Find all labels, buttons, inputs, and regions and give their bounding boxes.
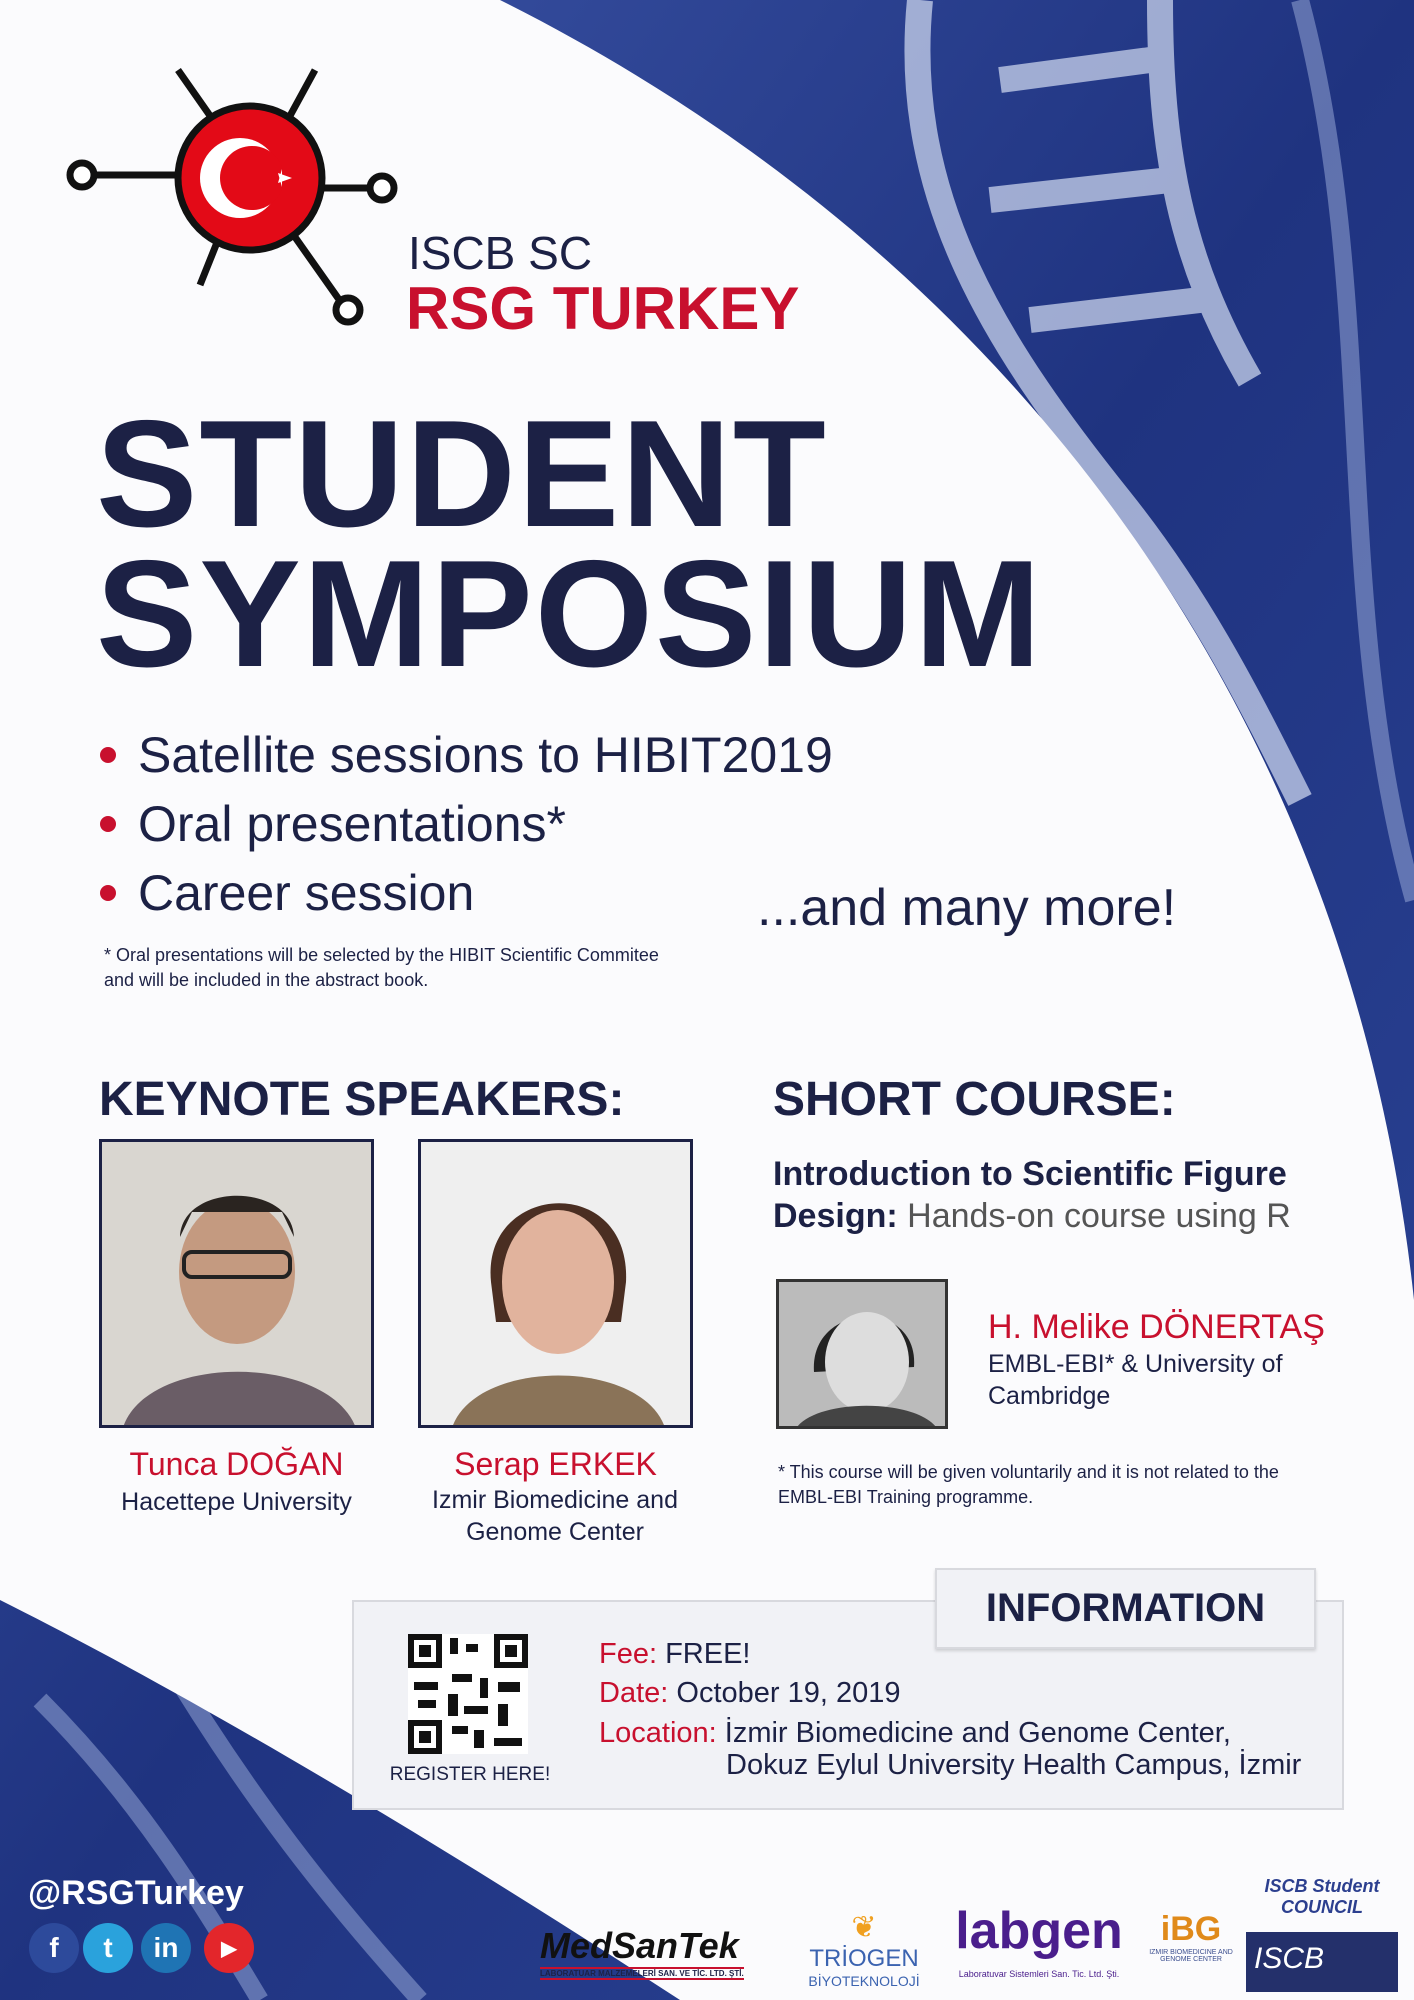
youtube-icon[interactable]: ▶ [204, 1923, 254, 1973]
facebook-icon[interactable]: f [29, 1923, 79, 1973]
bullet-item: Career session [100, 864, 474, 922]
location-row-2: Dokuz Eylul University Health Campus, İzmir [726, 1749, 1302, 1781]
brand-line1: ISCB SC [408, 227, 593, 279]
brand-line2: RSG TURKEY [406, 275, 800, 342]
title-line1: STUDENT [96, 389, 828, 559]
register-here-link[interactable]: REGISTER HERE! [389, 1764, 551, 1785]
social-handle[interactable]: @RSGTurkey [28, 1874, 244, 1912]
triogen-logo: ❦ TRİOGEN BİYOTEKNOLOJİ [808, 1911, 920, 1989]
course-title: Introduction to Scientific Figure Design: Hands-on course using R [773, 1155, 1291, 1235]
keynote-heading: KEYNOTE SPEAKERS: [99, 1073, 625, 1126]
location-row: Location: İzmir Biomedicine and Genome Center, [599, 1717, 1231, 1749]
bullet-item: Satellite sessions to HIBIT2019 [100, 726, 833, 784]
speaker-photo-serap [418, 1139, 693, 1428]
instructor-name: H. Melike DÖNERTAŞ [988, 1308, 1325, 1346]
medsantek-logo: MedSanTek LABORATUAR MALZEMELERİ SAN. VE TİC. LTD. ŞTİ. [540, 1925, 744, 1978]
labgen-logo: labgen Laboratuvar Sistemleri San. Tic. Ltd. Şti. [955, 1902, 1123, 1979]
instructor-photo [776, 1279, 948, 1429]
speaker-photo-tunca [99, 1139, 374, 1428]
bullet-item: Oral presentations* [100, 795, 566, 853]
linkedin-icon[interactable]: in [141, 1923, 191, 1973]
information-heading: INFORMATION [935, 1568, 1316, 1649]
speaker-affiliation: Hacettepe University [121, 1488, 352, 1516]
speaker-affiliation: Izmir Biomedicine and Genome Center [432, 1486, 678, 1546]
twitter-icon[interactable]: t [83, 1923, 133, 1973]
iscb-logo: ISCB [1246, 1932, 1398, 1992]
and-many-more: ...and many more! [757, 879, 1177, 937]
date-row: Date: October 19, 2019 [599, 1677, 901, 1709]
oral-note: * Oral presentations will be selected by the HIBIT Scientific Commitee and will be included in the abstract book. [104, 945, 659, 990]
fee-row: Fee: FREE! [599, 1638, 751, 1670]
course-note: * This course will be given voluntarily and it is not related to the EMBL-EBI Training programme. [778, 1462, 1279, 1507]
instructor-affiliation: EMBL-EBI* & University of Cambridge [988, 1350, 1283, 1410]
short-course-heading: SHORT COURSE: [773, 1073, 1176, 1126]
speaker-name: Serap ERKEK [454, 1446, 657, 1482]
rsg-turkey-logo [60, 60, 410, 340]
title-line2: SYMPOSIUM [96, 529, 1043, 699]
iscb-student-council-logo: ISCB Student COUNCIL [1264, 1876, 1380, 1917]
speaker-name: Tunca DOĞAN [129, 1446, 344, 1482]
qr-code[interactable] [408, 1634, 528, 1754]
ibg-logo: iBG IZMIR BIOMEDICINE AND GENOME CENTER [1149, 1910, 1233, 1963]
